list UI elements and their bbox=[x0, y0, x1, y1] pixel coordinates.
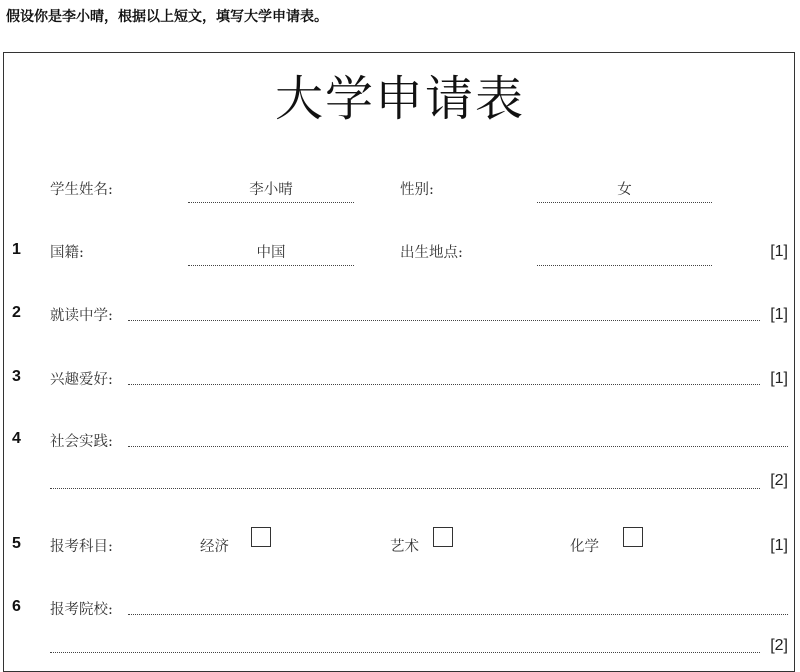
mark-allocation: [2] bbox=[770, 637, 788, 654]
mark-allocation: [1] bbox=[770, 537, 788, 554]
option-art-checkbox[interactable] bbox=[433, 527, 453, 547]
gender-value: 女 bbox=[617, 182, 632, 198]
question-number: 4 bbox=[12, 430, 21, 447]
option-chemistry-checkbox[interactable] bbox=[623, 527, 643, 547]
middle-school-field[interactable] bbox=[128, 320, 760, 321]
university-field[interactable] bbox=[128, 614, 788, 615]
birthplace-field[interactable] bbox=[537, 265, 712, 266]
gender-field[interactable] bbox=[537, 202, 712, 203]
application-form bbox=[3, 52, 795, 672]
student-name-field[interactable] bbox=[188, 202, 354, 203]
university-field-line2[interactable] bbox=[50, 652, 760, 653]
mark-allocation: [1] bbox=[770, 243, 788, 260]
middle-school-label: 就读中学: bbox=[50, 308, 113, 324]
option-chemistry-label: 化学 bbox=[570, 539, 599, 555]
student-name-value: 李小晴 bbox=[249, 182, 293, 198]
instruction-text: 假设你是李小晴，根据以上短文，填写大学申请表。 bbox=[6, 9, 328, 25]
mark-allocation: [1] bbox=[770, 370, 788, 387]
gender-label: 性别: bbox=[400, 182, 434, 198]
university-label: 报考院校: bbox=[50, 602, 113, 618]
subject-label: 报考科目: bbox=[50, 539, 113, 555]
nationality-label: 国籍: bbox=[50, 245, 84, 261]
form-title: 大学申请表 bbox=[274, 71, 525, 127]
social-practice-field-line2[interactable] bbox=[50, 488, 760, 489]
mark-allocation: [1] bbox=[770, 306, 788, 323]
option-economics-checkbox[interactable] bbox=[251, 527, 271, 547]
social-practice-field[interactable] bbox=[128, 446, 788, 447]
nationality-value: 中国 bbox=[256, 245, 286, 261]
option-art-label: 艺术 bbox=[390, 539, 419, 555]
social-practice-label: 社会实践: bbox=[50, 434, 113, 450]
question-number: 5 bbox=[12, 535, 21, 552]
question-number: 3 bbox=[12, 368, 21, 385]
student-name-label: 学生姓名: bbox=[50, 182, 113, 198]
option-economics-label: 经济 bbox=[200, 539, 229, 555]
birthplace-label: 出生地点: bbox=[400, 245, 463, 261]
hobbies-label: 兴趣爱好: bbox=[50, 372, 113, 388]
nationality-field[interactable] bbox=[188, 265, 354, 266]
mark-allocation: [2] bbox=[770, 472, 788, 489]
hobbies-field[interactable] bbox=[128, 384, 760, 385]
question-number: 6 bbox=[12, 598, 21, 615]
question-number: 1 bbox=[12, 241, 21, 258]
question-number: 2 bbox=[12, 304, 21, 321]
